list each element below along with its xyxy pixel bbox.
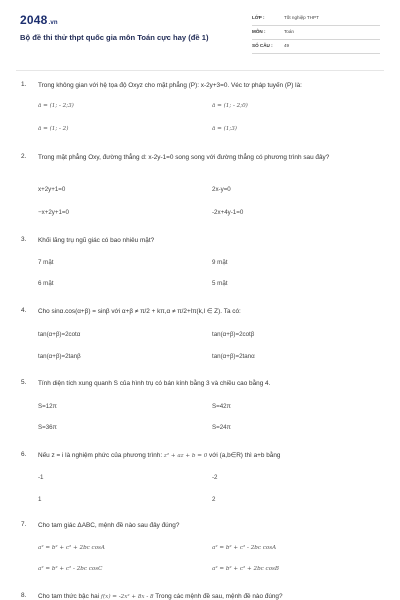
answer-option-d[interactable]: -2x+4y-1=0 <box>212 209 244 216</box>
answer-option-b[interactable]: 9 mặt <box>212 259 228 266</box>
answer-option-d[interactable]: tan(α+β)=2tanα <box>212 353 255 360</box>
site-logo[interactable]: 2048.vn <box>20 13 58 27</box>
answer-option-a[interactable]: S=12π <box>38 403 57 410</box>
question-number: 2. <box>21 153 27 160</box>
answer-option-b[interactable]: a² = b² + c² - 2bc cosA <box>212 545 277 551</box>
meta-key: LỚP : <box>252 15 265 20</box>
question-text-after: với (a,b∈R) thì a+b bằng <box>209 452 281 459</box>
answer-option-b[interactable]: -2 <box>212 474 218 481</box>
question-text-before: Nếu z = i là nghiệm phức của phương trình: <box>38 452 163 459</box>
question-number: 5. <box>21 379 27 386</box>
answer-option-b[interactable]: tan(α+β)=2cotβ <box>212 331 255 338</box>
answer-option-d[interactable]: 2 <box>212 496 216 503</box>
meta-key: SỐ CÂU : <box>252 43 273 48</box>
question-number: 6. <box>21 451 27 458</box>
answer-option-a[interactable]: a² = b² + c² + 2bc cosA <box>38 545 105 551</box>
answer-option-a[interactable]: -1 <box>38 474 44 481</box>
answer-option-a[interactable]: x+2y+1=0 <box>38 186 66 193</box>
question-text <box>38 451 383 462</box>
meta-key: MÔN : <box>252 29 266 34</box>
meta-value: 49 <box>284 43 290 48</box>
question-number: 7. <box>21 521 27 528</box>
question-text: Trong không gian với hệ tọa độ Oxyz cho mặt phẳng (P): x-2y+3=0. Véc tơ pháp tuyến (P) là: <box>38 82 302 89</box>
question-text: Cho tam giác ΔABC, mệnh đề nào sau đây đúng? <box>38 522 180 529</box>
answer-option-c[interactable]: S=36π <box>38 424 57 431</box>
question-number: 1. <box>21 81 27 88</box>
answer-option-c[interactable]: tan(α+β)=2tanβ <box>38 353 81 360</box>
answer-option-b[interactable]: 2x-y=0 <box>212 186 231 193</box>
question-number: 4. <box>21 307 27 314</box>
question-text-before: Cho tam thức bậc hai <box>38 593 100 600</box>
answer-option-d[interactable]: 5 mặt <box>212 280 228 287</box>
answer-option-c[interactable]: 1 <box>38 496 42 503</box>
question-number: 8. <box>21 592 27 599</box>
document-title: Bộ đề thi thử thpt quốc gia môn Toán cực hay (đề 1) <box>20 33 209 42</box>
answer-option-d[interactable]: a² = b² + c² + 2bc cosB <box>212 566 280 572</box>
answer-option-b[interactable]: S=42π <box>212 403 231 410</box>
answer-option-c[interactable]: 6 mặt <box>38 280 54 287</box>
answer-option-b[interactable]: ā = (1; - 2;0) <box>212 103 248 109</box>
answer-option-d[interactable]: ā = (1;3) <box>212 126 237 132</box>
question-text-after: Trong các mệnh đề sau, mệnh đề nào đúng? <box>155 593 283 600</box>
question-text: Tính diện tích xung quanh S của hình trụ có bán kính bằng 3 và chiều cao bằng 4. <box>38 380 271 387</box>
question-text <box>38 592 383 600</box>
meta-value: Tốt nghiệp THPT <box>284 15 319 20</box>
question-equation: z² + az + b = 0 <box>163 453 208 459</box>
answer-option-c[interactable]: a² = b² + c² - 2bc cosC <box>38 566 103 572</box>
answer-option-c[interactable]: ā = (1; - 2) <box>38 126 69 132</box>
question-equation: f(x) = -2x² + 8x - 8 <box>100 594 154 600</box>
answer-option-a[interactable]: tan(α+β)=2cotα <box>38 331 81 338</box>
question-text: Trong mặt phẳng Oxy, đường thẳng d: x-2y-1=0 song song với đường thẳng có phương trình sau đây? <box>38 154 330 161</box>
meta-value: Toán <box>284 29 294 34</box>
answer-option-a[interactable]: ā = (1; - 2;3) <box>38 103 74 109</box>
answer-option-a[interactable]: 7 mặt <box>38 259 54 266</box>
question-text: Khối lăng trụ ngũ giác có bao nhiêu mặt? <box>38 237 155 244</box>
answer-option-c[interactable]: −x+2y+1=0 <box>38 209 69 216</box>
question-text: Cho sinα.cos(α+β) = sinβ với α+β ≠ π/2 + kπ,α ≠ π/2+lπ(k,l ∈ Z). Ta có: <box>38 308 241 315</box>
question-number: 3. <box>21 236 27 243</box>
answer-option-d[interactable]: S=24π <box>212 424 231 431</box>
